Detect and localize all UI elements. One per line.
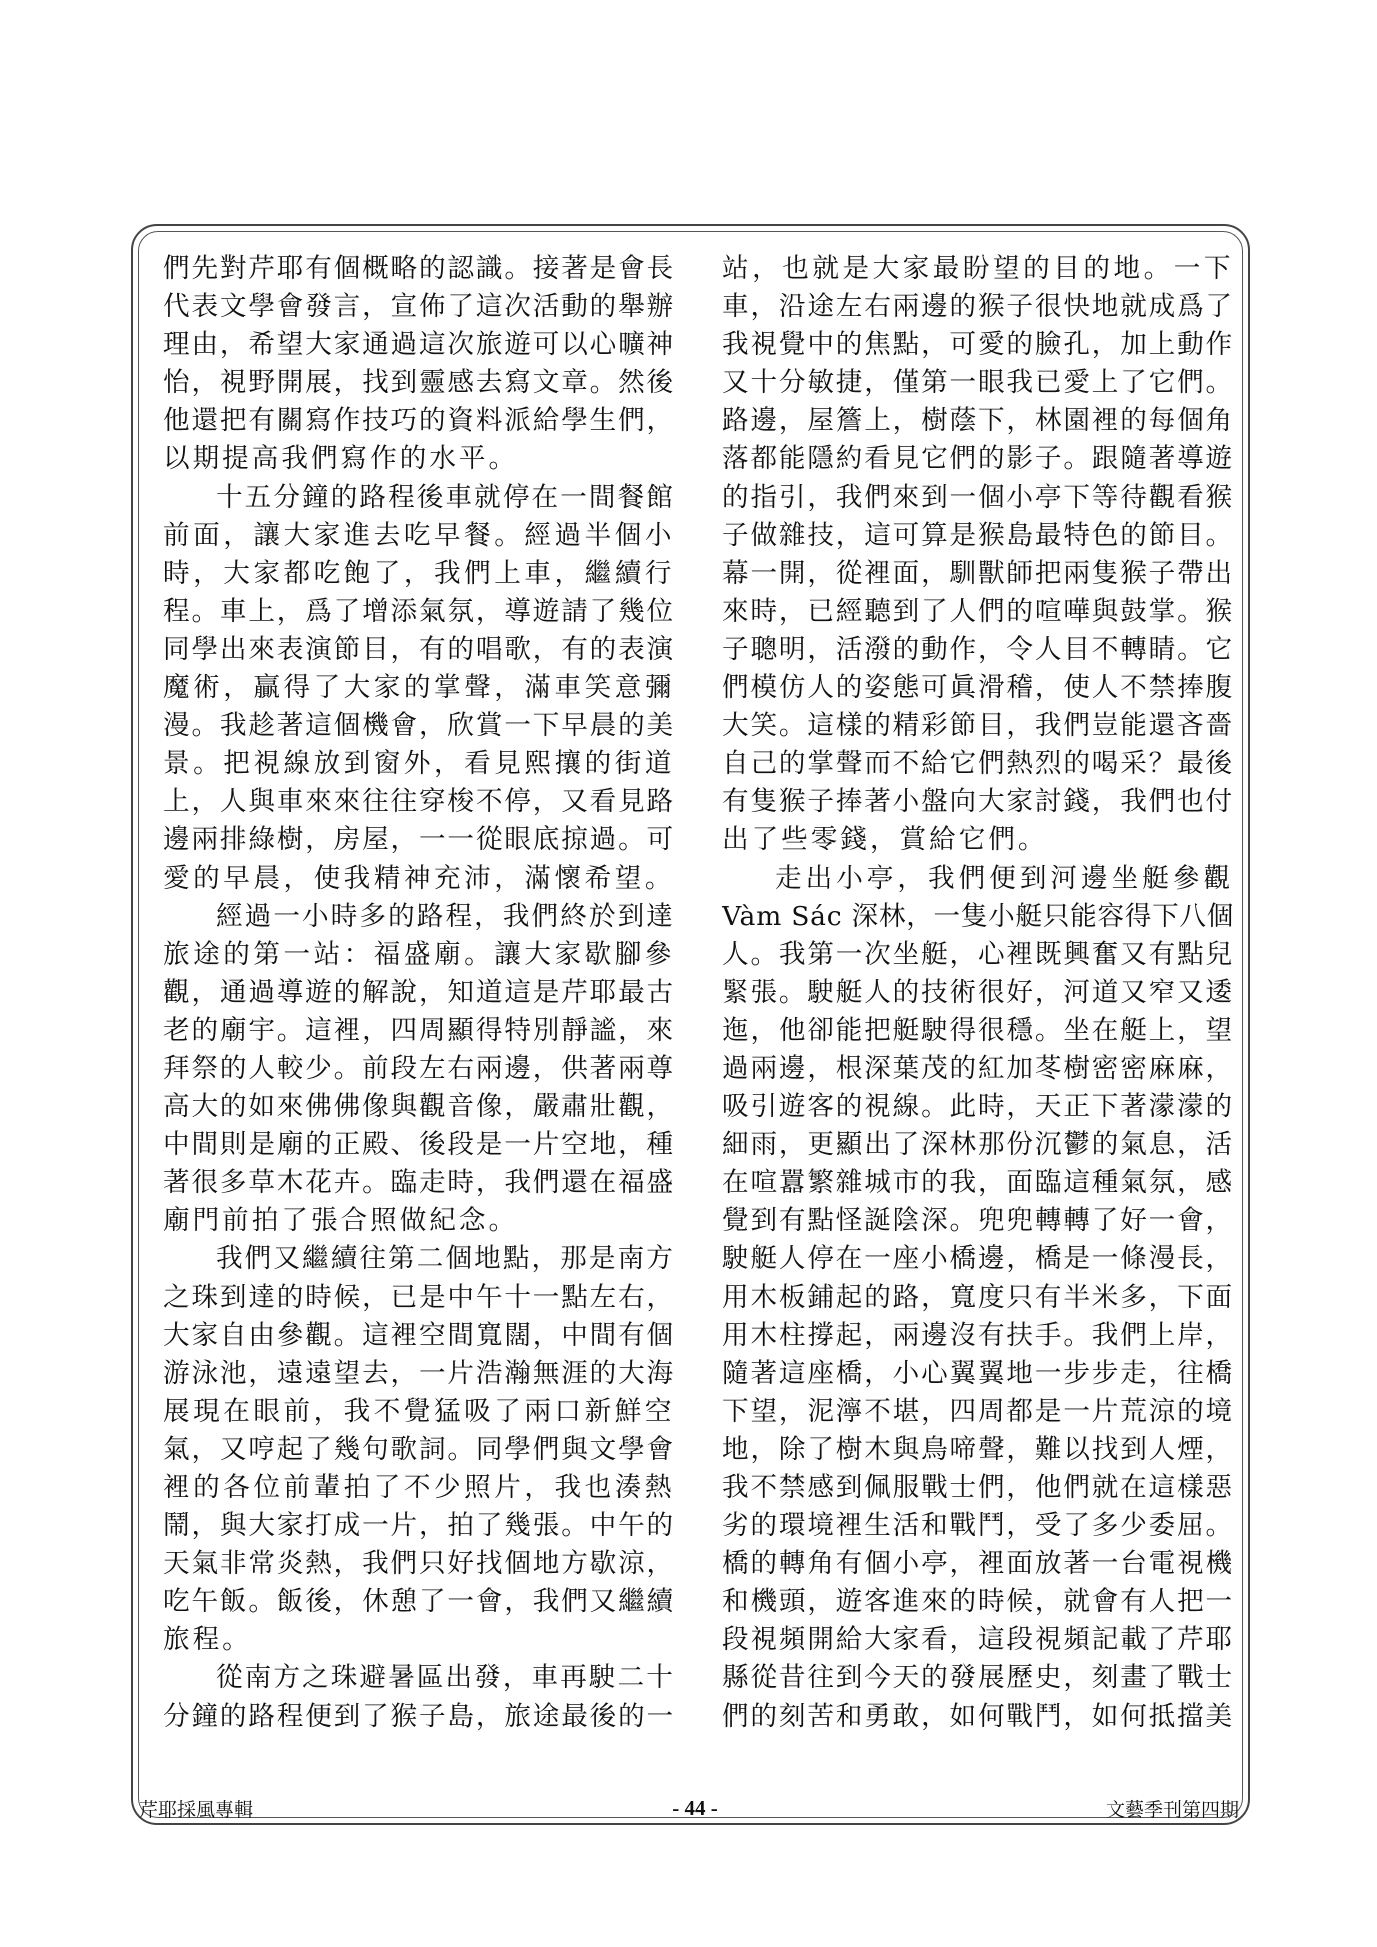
text-line: 漫。我趁著這個機會，欣賞一下早晨的美: [163, 710, 675, 742]
text-line: 廟門前拍了張合照做紀念。: [163, 1205, 519, 1237]
text-line: 理由，希望大家通過這次旅遊可以心曠神: [163, 329, 675, 361]
text-line: 下望，泥濘不堪，四周都是一片荒涼的境: [722, 1395, 1234, 1427]
text-line: 大家自由參觀。這裡空間寬闊，中間有個: [163, 1319, 675, 1351]
text-line: 時，大家都吃飽了，我們上車，繼續行: [163, 557, 675, 589]
text-line: 過兩邊，根深葉茂的紅加苳樹密密麻麻，: [722, 1052, 1234, 1084]
text-line: 細雨，更顯出了深林那份沉鬱的氣息，活: [722, 1129, 1234, 1161]
text-line: 我們又繼續往第二個地點，那是南方: [216, 1243, 675, 1275]
text-line: 緊張。駛艇人的技術很好，河道又窄又逶: [722, 976, 1234, 1008]
text-line: 用木柱撐起，兩邊沒有扶手。我們上岸，: [722, 1319, 1234, 1351]
text-line: 前面，讓大家進去吃早餐。經過半個小: [163, 519, 675, 551]
text-line: 覺到有點怪誕陰深。兜兜轉轉了好一會，: [722, 1205, 1234, 1237]
footer-page-number: - 44 -: [672, 1796, 718, 1820]
text-line: 代表文學會發言，宣佈了這次活動的舉辦: [163, 291, 675, 323]
article-column-right: [722, 250, 1234, 1736]
text-line: 落都能隱約看見它們的影子。跟隨著導遊: [722, 443, 1234, 475]
text-line: 他還把有關寫作技巧的資料派給學生們，: [163, 405, 675, 437]
text-line: 旅途的第一站：福盛廟。讓大家歇腳參: [163, 938, 675, 970]
text-line: 展現在眼前，我不覺猛吸了兩口新鮮空: [163, 1395, 675, 1427]
text-line: 地，除了樹木與鳥啼聲，難以找到人煙，: [722, 1433, 1234, 1465]
text-line: 同學出來表演節目，有的唱歌，有的表演: [163, 633, 675, 665]
text-line: 我視覺中的焦點，可愛的臉孔，加上動作: [722, 329, 1234, 361]
text-line: 老的廟宇。這裡，四周顯得特別靜謐，來: [163, 1014, 675, 1046]
text-line: 們先對芹耶有個概略的認識。接著是會長: [163, 253, 675, 284]
text-line: 中間則是廟的正殿、後段是一片空地，種: [163, 1129, 675, 1161]
text-line: 上，人與車來來往往穿梭不停，又看見路: [163, 786, 675, 818]
text-line: 分鐘的路程便到了猴子島，旅途最後的一: [163, 1700, 675, 1732]
text-line: Vàm Sác 深林，一隻小艇只能容得下八個: [722, 900, 1234, 932]
text-line: 橋的轉角有個小亭，裡面放著一台電視機: [722, 1548, 1234, 1580]
text-line: 邊兩排綠樹，房屋，一一從眼底掠過。可: [163, 824, 675, 856]
text-line: 天氣非常炎熱，我們只好找個地方歇涼，: [163, 1548, 675, 1580]
text-line: 有隻猴子捧著小盤向大家討錢，我們也付: [722, 786, 1234, 818]
text-line: 吸引遊客的視線。此時，天正下著濛濛的: [722, 1091, 1234, 1123]
text-line: 游泳池，遠遠望去，一片浩瀚無涯的大海: [163, 1357, 675, 1389]
text-line: 駛艇人停在一座小橋邊，橋是一條漫長，: [722, 1243, 1234, 1275]
text-line: 旅程。: [163, 1624, 252, 1656]
text-line: 車，沿途左右兩邊的猴子很快地就成爲了: [722, 291, 1234, 323]
text-line: 站，也就是大家最盼望的目的地。一下: [722, 253, 1234, 284]
text-line: 我不禁感到佩服戰士們，他們就在這樣惡: [722, 1472, 1234, 1503]
footer-section-title: 芹耶採風專輯: [139, 1799, 254, 1821]
text-line: 們的刻苦和勇敢，如何戰鬥，如何抵擋美: [722, 1700, 1234, 1732]
text-line: 用木板鋪起的路，寬度只有半米多，下面: [722, 1281, 1234, 1313]
text-line: 以期提高我們寫作的水平。: [163, 443, 519, 475]
text-line: 魔術，贏得了大家的掌聲，滿車笑意彌: [163, 672, 675, 704]
text-line: 鬧，與大家打成一片，拍了幾張。中午的: [163, 1510, 675, 1542]
text-line: 之珠到達的時候，已是中午十一點左右，: [163, 1281, 675, 1313]
text-line: 子做雜技，這可算是猴島最特色的節目。: [722, 519, 1234, 551]
text-line: 又十分敏捷，僅第一眼我已愛上了它們。: [722, 367, 1234, 399]
text-line: 子聰明，活潑的動作，令人目不轉睛。它: [722, 633, 1234, 665]
text-line: 在喧囂繁雜城市的我，面臨這種氣氛，感: [722, 1167, 1234, 1199]
text-line: 拜祭的人較少。前段左右兩邊，供著兩尊: [163, 1052, 675, 1084]
text-line: 裡的各位前輩拍了不少照片，我也湊熱: [163, 1472, 675, 1503]
text-line: 迤，他卻能把艇駛得很穩。坐在艇上，望: [722, 1014, 1234, 1046]
text-line: 幕一開，從裡面，馴獸師把兩隻猴子帶出: [722, 557, 1234, 589]
text-line: 段視頻開給大家看，這段視頻記載了芹耶: [722, 1624, 1234, 1656]
text-line: 著很多草木花卉。臨走時，我們還在福盛: [163, 1167, 675, 1199]
text-line: 走出小亭，我們便到河邊坐艇參觀: [775, 862, 1234, 894]
text-line: 程。車上，爲了增添氣氛，導遊請了幾位: [163, 595, 675, 627]
text-line: 十五分鐘的路程後車就停在一間餐館: [216, 481, 675, 513]
text-line: 縣從昔往到今天的發展歷史，刻畫了戰士: [722, 1662, 1234, 1694]
text-line: 經過一小時多的路程，我們終於到達: [216, 900, 675, 932]
text-line: 吃午飯。飯後，休憩了一會，我們又繼續: [163, 1586, 675, 1618]
text-line: 路邊，屋簷上，樹蔭下，林園裡的每個角: [722, 405, 1234, 437]
text-line: 的指引，我們來到一個小亭下等待觀看猴: [722, 481, 1234, 513]
text-line: 觀，通過導遊的解說，知道這是芹耶最古: [163, 976, 675, 1008]
text-line: 人。我第一次坐艇，心裡既興奮又有點兒: [722, 938, 1234, 970]
text-line: 大笑。這樣的精彩節目，我們豈能還吝嗇: [722, 710, 1234, 742]
text-line: 們模仿人的姿態可眞滑稽，使人不禁捧腹: [722, 672, 1234, 704]
text-line: 怡，視野開展，找到靈感去寫文章。然後: [163, 367, 675, 399]
text-line: 出了些零錢，賞給它們。: [722, 824, 1048, 856]
text-line: 來時，已經聽到了人們的喧嘩與鼓掌。猴: [722, 595, 1234, 627]
text-line: 和機頭，遊客進來的時候，就會有人把一: [722, 1586, 1234, 1618]
text-line: 劣的環境裡生活和戰鬥，受了多少委屈。: [722, 1510, 1234, 1542]
text-line: 高大的如來佛佛像與觀音像，嚴肅壯觀，: [163, 1091, 675, 1123]
text-line: 愛的早晨，使我精神充沛，滿懷希望。: [163, 862, 675, 894]
text-line: 從南方之珠避暑區出發，車再駛二十: [216, 1662, 675, 1694]
text-line: 隨著這座橋，小心翼翼地一步步走，往橋: [722, 1357, 1234, 1389]
text-line: 自己的掌聲而不給它們熱烈的喝采？最後: [722, 748, 1234, 780]
text-line: 氣，又哼起了幾句歌詞。同學們與文學會: [163, 1433, 675, 1465]
article-column-left: [163, 250, 675, 1736]
footer-publication-title: 文藝季刊第四期: [1105, 1799, 1239, 1821]
text-line: 景。把視線放到窗外，看見熙攘的街道: [163, 748, 675, 780]
